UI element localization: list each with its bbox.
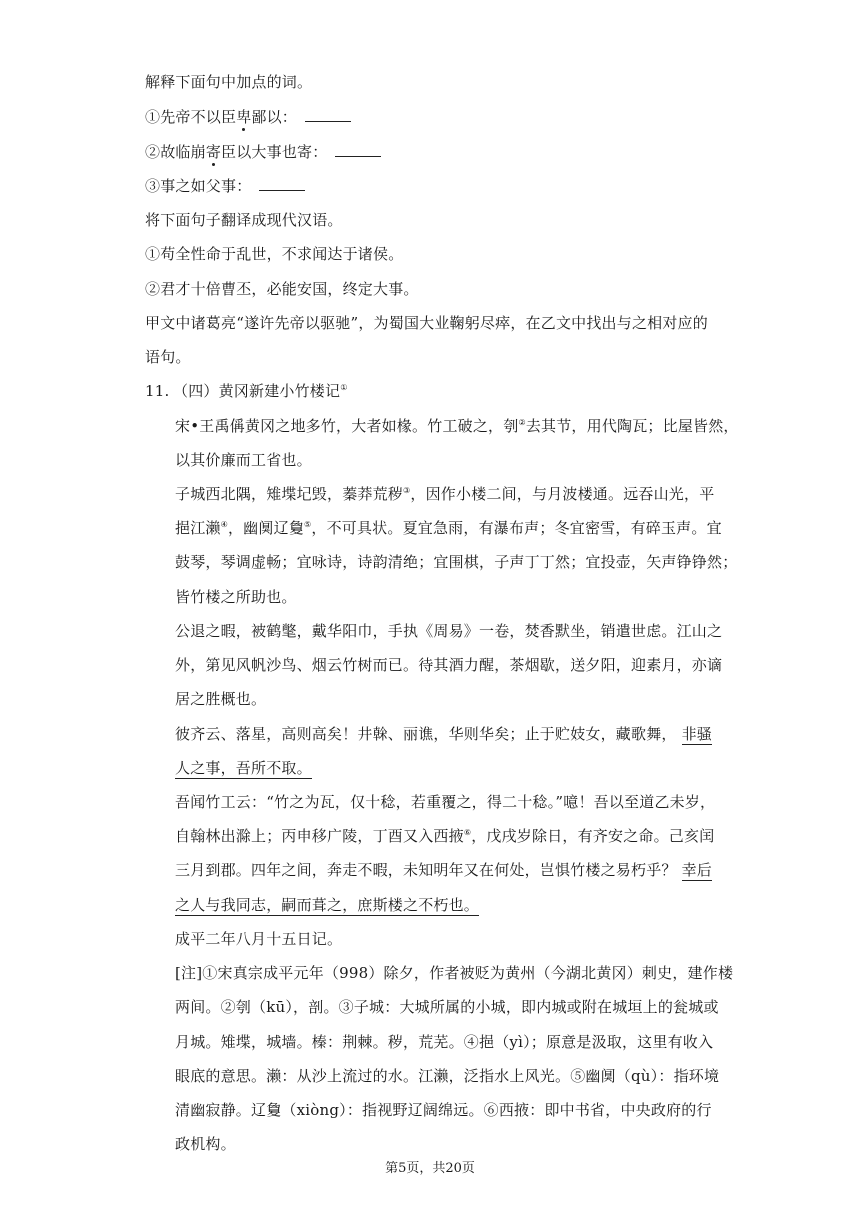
passage-line (175, 826, 720, 846)
instruction-translate: 将下面句子翻译成现代汉语。 (145, 211, 343, 229)
question-item-2 (145, 142, 725, 162)
passage-line (175, 724, 720, 744)
answer-blank[interactable] (259, 178, 305, 191)
dotted-character: 寄 (205, 143, 222, 161)
footnote-marker: ① (340, 383, 348, 392)
translate-sentence-2: ②君才十倍曹丕，必能安国，终定大事。 (145, 280, 419, 298)
question-11-heading (145, 381, 725, 401)
passage-line (175, 518, 720, 538)
question-text: ②故临崩 (145, 143, 206, 161)
passage-line: 居之胜概也。 (175, 690, 267, 708)
footnote-marker: ③ (403, 486, 411, 495)
note-line: [注]①宋真宗成平元年（998）除夕，作者被贬为黄州（今湖北黄冈）刺史，建作楼 (175, 964, 734, 982)
passage-text: 三月到郡。四年之间，奔走不暇，未知明年又在何处，岂惧竹楼之易朽乎？ (175, 861, 677, 879)
underlined-sentence: 之人与我同志，嗣而葺之，庶斯楼之不朽也。 (175, 896, 480, 914)
footnote-marker: ⑥ (463, 828, 472, 837)
passage-text: 去其节，用代陶瓦；比屋皆然， (525, 417, 739, 435)
question-text: ③事之如父事： (145, 177, 252, 195)
passage-text: 挹江濑 (175, 519, 221, 537)
question-text: ①先帝不以臣 (145, 108, 237, 126)
question-item-3 (145, 176, 725, 196)
instruction-explain-words: 解释下面句中加点的词。 (145, 73, 313, 91)
passage-line: 以其价廉而工省也。 (175, 451, 312, 469)
footnote-marker: ⑤ (304, 520, 312, 529)
passage-line (175, 484, 720, 504)
note-line: 政机构。 (175, 1135, 236, 1153)
note-line: 眼底的意思。濑：从沙上流过的水。江濑，泛指水上风光。⑤幽阒（qù）：指环境 (175, 1067, 720, 1085)
question-find-sentence-cont: 语句。 (145, 348, 191, 366)
passage-title: （四）黄冈新建小竹楼记 (173, 382, 341, 400)
passage-line: 公退之暇，被鹤氅，戴华阳巾，手执《周易》一卷，焚香默坐，销遣世虑。江山之 (175, 622, 723, 640)
question-item-1 (145, 107, 725, 127)
passage-date-line: 成平二年八月十五日记。 (175, 930, 343, 948)
answer-blank[interactable] (335, 144, 381, 157)
passage-text: 宋•王禹偁黄冈之地多竹，大者如椽。竹工破之，刳 (175, 417, 519, 435)
passage-text: 自翰林出滁上；丙申移广陵，丁酉又入西掖 (175, 827, 464, 845)
footnote-marker: ② (518, 418, 526, 427)
question-find-sentence: 甲文中诸葛亮“遂许先帝以驱驰”，为蜀国大业鞠躬尽瘁，在乙文中找出与之相对应的 (145, 314, 708, 332)
note-line: 清幽寂静。辽敻（xiòng）：指视野辽阔绵远。⑥西掖：即中书省，中央政府的行 (175, 1101, 712, 1119)
page-number-footer: 第5页，共20页 (385, 1161, 475, 1176)
passage-text: 子城西北隅，雉堞圮毁，蓁莽荒秽 (175, 485, 404, 503)
passage-text: 彼齐云、落星，高则高矣！井榦、丽谯，华则华矣；止于贮妓女，藏歌舞， (175, 725, 677, 743)
answer-blank[interactable] (305, 109, 351, 122)
passage-text: ，不可具状。夏宜急雨，有瀑布声；冬宜密雪，有碎玉声。宜 (311, 519, 722, 537)
passage-line (175, 758, 720, 778)
translate-sentence-1: ①苟全性命于乱世，不求闻达于诸侯。 (145, 245, 404, 263)
passage-text: ，因作小楼二间，与月波楼通。远吞山光，平 (410, 485, 715, 503)
passage-line (175, 860, 720, 880)
passage-text: ，戊戌岁除日，有齐安之命。己亥闰 (471, 827, 715, 845)
footnote-marker: ④ (220, 520, 228, 529)
passage-line (175, 416, 739, 436)
passage-line: 外，第见风帆沙鸟、烟云竹树而已。待其酒力醒，茶烟歇，送夕阳，迎素月，亦谪 (175, 656, 723, 674)
underlined-sentence: 非骚 (681, 725, 712, 743)
underlined-sentence: 幸后 (681, 861, 712, 879)
question-text: 鄙以： (251, 108, 298, 126)
passage-line: 吾闻竹工云：“竹之为瓦，仅十稔，若重覆之，得二十稔。”噫！吾以至道乙未岁， (175, 793, 716, 811)
note-line: 月城。雉堞，城墙。榛：荆棘。秽，荒芜。④挹（yì）；原意是汲取，这里有收入 (175, 1033, 714, 1051)
passage-line: 鼓琴，琴调虚畅；宜咏诗，诗韵清绝；宜围棋，子声丁丁然；宜投壶，矢声铮铮然； (175, 553, 738, 571)
passage-line (175, 895, 720, 915)
question-text: 臣以大事也寄： (221, 143, 328, 161)
underlined-sentence: 人之事，吾所不取。 (175, 759, 312, 777)
passage-text: ，幽阒辽敻 (227, 519, 304, 537)
question-number: 11. (145, 382, 170, 400)
dotted-character: 卑 (236, 108, 252, 126)
passage-line: 皆竹楼之所助也。 (175, 588, 297, 606)
note-line: 两间。②刳（kū），剖。③子城：大城所属的小城，即内城或附在城垣上的瓮城或 (175, 998, 719, 1016)
